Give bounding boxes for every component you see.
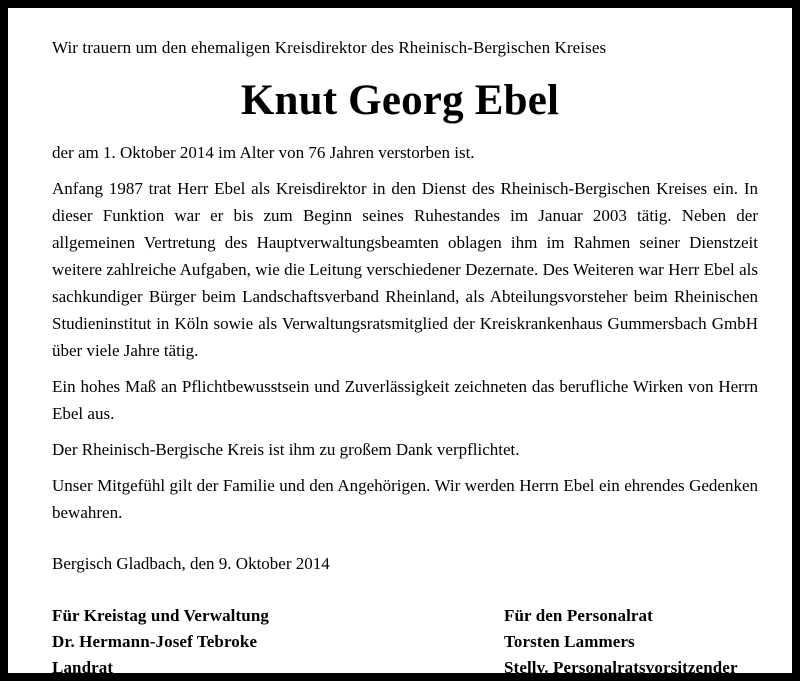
signature-left-name: Dr. Hermann-Josef Tebroke [52,632,258,651]
deceased-name-heading: Knut Georg Ebel [240,77,560,124]
signature-column-left [52,603,504,681]
signature-block [52,603,758,681]
obituary-paragraph-3: Der Rheinisch-Bergische Kreis ist ihm zu großem Dank verpflichtet. [52,440,520,459]
obituary-paragraph-2: Ein hohes Maß an Pflichtbewusstsein und Zuverlässigkeit zeichneten das berufliche Wirken von Herrn Ebel aus. [52,377,758,423]
death-date-line: der am 1. Oktober 2014 im Alter von 76 Jahren verstorben ist. [52,143,475,162]
signature-right-name: Torsten Lammers [504,632,635,651]
signature-left-title: Landrat [52,658,114,677]
notice-paper [8,8,792,677]
obituary-paragraph-1: Anfang 1987 trat Herr Ebel als Kreisdirektor in den Dienst des Rheinisch-Bergischen Kreises ein. In dieser Funktion war er bis zum Beginn seines Ruhestandes im Januar 2003 tätig. Neben der allgemeinen Vertretung des Hauptverwaltungsbeamten oblagen ihm im Rahmen seiner Dienstzeit weitere zahlreiche Aufgaben, wie die Leitung verschiedener Dezernate. Des Weiteren war Herr Ebel als sachkundiger Bürger beim Landschaftsverband Rheinland, als Abteilungsvorsteher beim Rheinischen Studieninstitut in Köln sowie als Verwaltungsratsmitglied der Kreiskrankenhaus Gummersbach GmbH über viele Jahre tätig. [52,179,758,360]
obituary-paragraph-4: Unser Mitgefühl gilt der Familie und den Angehörigen. Wir werden Herrn Ebel ein ehrendes Gedenken bewahren. [52,476,758,522]
place-and-date-line: Bergisch Gladbach, den 9. Oktober 2014 [52,554,330,573]
signature-right-title: Stellv. Personalratsvorsitzender [504,658,738,677]
notice-content [52,36,758,677]
signature-column-right [504,603,758,681]
mourning-intro-line: Wir trauern um den ehemaligen Kreisdirektor des Rheinisch-Bergischen Kreises [52,38,607,57]
signature-left-organization: Für Kreistag und Verwaltung [52,606,269,625]
signature-right-organization: Für den Personalrat [504,606,653,625]
